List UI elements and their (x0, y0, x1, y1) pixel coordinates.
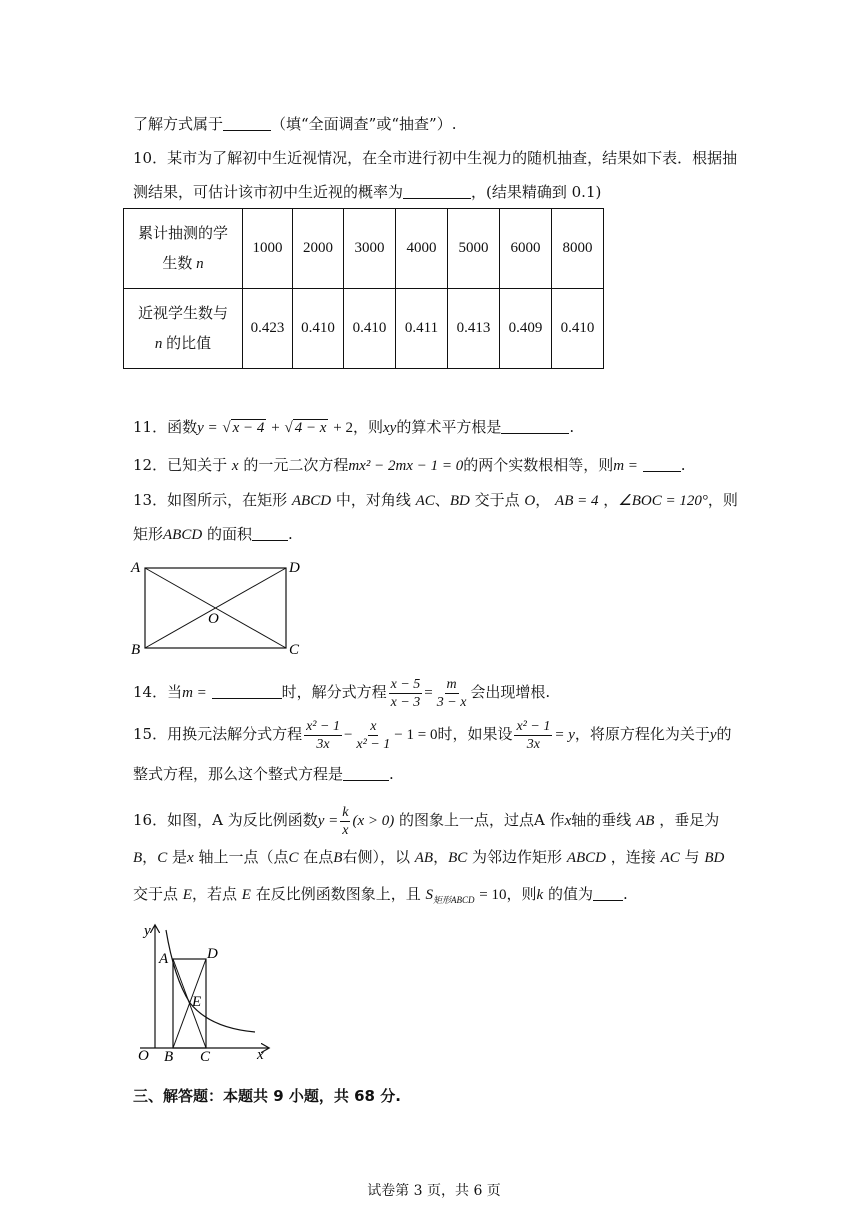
q13-figure (125, 555, 310, 660)
table-cell: 2000 (293, 209, 344, 289)
q16-line3: 交于点 E，若点 E 在反比例函数图象上，且 $S_{矩形ABCD} = 10$，则k 的值为 . (133, 885, 628, 905)
label-y: y (144, 923, 151, 939)
table-row-header: 近视学生数与 n 的比值 (124, 289, 243, 369)
label-e: E (192, 994, 202, 1010)
table-cell: 8000 (552, 209, 604, 289)
table-row (124, 209, 604, 289)
q14-answer-blank[interactable] (212, 682, 282, 699)
table-cell: 0.410 (293, 289, 344, 369)
table-row (124, 289, 604, 369)
q16-line2: B，C 是x 轴上一点（点C 在点B右侧），以 AB，BC 为邻边作矩形 ABCD ，连接 AC 与 BD (133, 848, 725, 866)
label-x: x (257, 1047, 264, 1063)
q13-line2: 矩形ABCD 的面积 . (133, 525, 293, 543)
table-cell: 5000 (448, 209, 500, 289)
q10-text-before: 测结果，可估计该市初中生近视的概率为 (133, 183, 404, 201)
label-a: A (131, 560, 141, 576)
q15-line2: 整式方程，那么这个整式方程是 . (133, 765, 394, 783)
label-b: B (131, 642, 141, 658)
q9-text-before: 了解方式属于 (133, 115, 224, 133)
q10-line2 (133, 181, 601, 203)
table-cell: 6000 (500, 209, 552, 289)
label-c: C (289, 642, 300, 658)
q11-line: 11．函数y = √ x − 4 + √ 4 − x + 2，则xy的算术平方根是 . (133, 418, 575, 436)
q10-line1: 10．某市为了解初中生近视情况，在全市进行初中生视力的随机抽查，结果如下表．根据抽 (133, 149, 738, 167)
q13-line1: 13．如图所示，在矩形 ABCD 中，对角线 AC、BD 交于点 O， AB = 4 ，∠BOC = 120°，则 (133, 491, 738, 509)
q11-answer-blank[interactable] (501, 417, 569, 434)
table-cell: 1000 (243, 209, 293, 289)
table-cell: 3000 (344, 209, 396, 289)
q9-tail (133, 113, 456, 135)
table-cell: 0.410 (552, 289, 604, 369)
label-c: C (200, 1049, 211, 1065)
label-d: D (289, 560, 300, 576)
q12-line: 12．已知关于 x 的一元二次方程mx² − 2mx − 1 = 0的两个实数根相等，则m = . (133, 456, 686, 474)
table-row-header: 累计抽测的学 生数 n (124, 209, 243, 289)
q12-answer-blank[interactable] (643, 455, 681, 472)
q10-table (123, 208, 604, 369)
q15-line1: 15．用换元法解分式方程 $\frac{\text{x² − 1}}{3x}$ − $\frac{x}{\text{x² − 1}}$ − 1 = 0时，如果设 $\frac{\text{x² − 1}}{3x}$ = y，将原方程化为关于y的 (133, 718, 732, 752)
label-d: D (207, 946, 218, 962)
q16-figure (130, 918, 280, 1068)
q15-answer-blank[interactable] (343, 764, 389, 781)
table-cell: 0.413 (448, 289, 500, 369)
section-title: 三、解答题：本题共 9 小题，共 68 分. (133, 1087, 401, 1105)
label-a: A (159, 951, 169, 967)
q16-answer-blank[interactable] (593, 884, 623, 901)
table-cell: 0.423 (243, 289, 293, 369)
q10-text-after: ，(结果精确到 0.1) (471, 183, 602, 201)
q10-answer-blank[interactable] (403, 182, 471, 199)
label-b: B (164, 1049, 174, 1065)
table-cell: 4000 (396, 209, 448, 289)
q16-line1: 16．如图，A 为反比例函数y = $\frac{k}{x}$ (x > 0) 的图象上一点，过点A 作x轴的垂线 AB ，垂足为 (133, 804, 720, 838)
label-o: O (208, 611, 219, 627)
table-cell: 0.411 (396, 289, 448, 369)
table-cell: 0.410 (344, 289, 396, 369)
q9-text-after: （填“全面调查”或“抽查”）. (271, 115, 457, 133)
table-cell: 0.409 (500, 289, 552, 369)
q14-line: 14．当m = 时，解分式方程 $\frac{x - 5}{x - 3}$ = $\frac{m}{3 - x}$ 会出现增根. (133, 676, 551, 710)
label-o: O (138, 1048, 149, 1064)
page-footer: 试卷第 3 页，共 6 页 (367, 1183, 501, 1199)
q9-answer-blank[interactable] (223, 114, 271, 131)
q13-answer-blank[interactable] (252, 524, 288, 541)
